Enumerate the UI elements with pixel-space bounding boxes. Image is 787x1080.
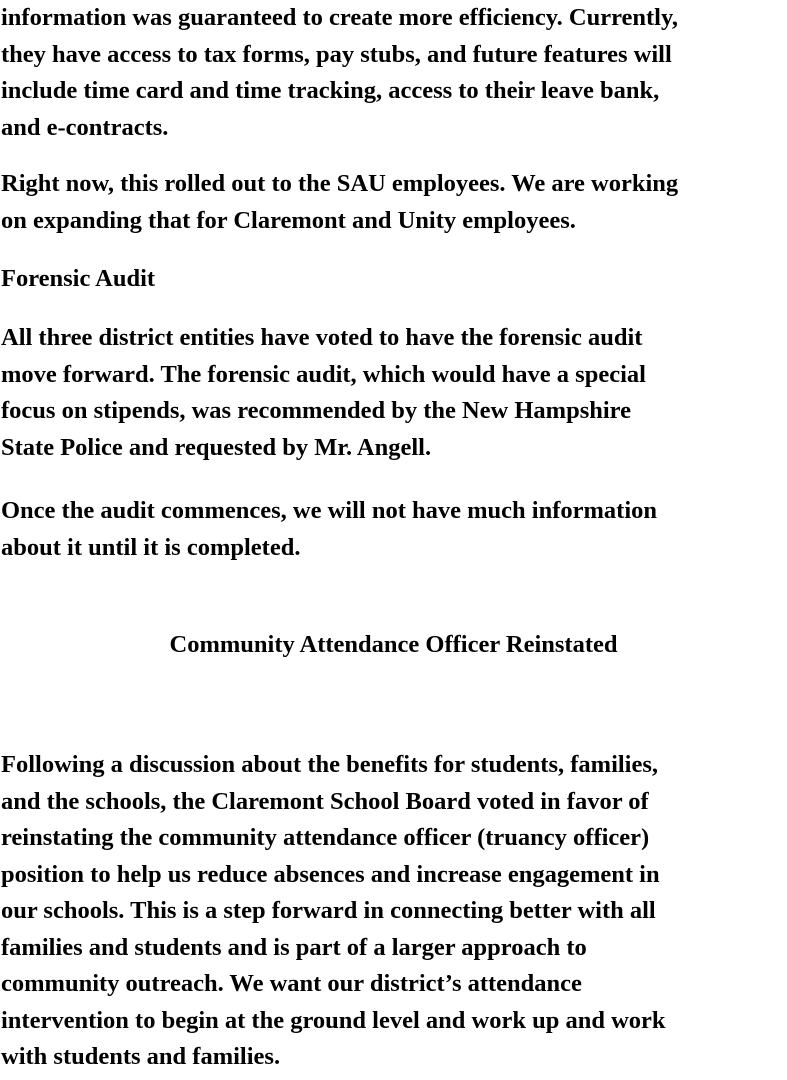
text-line: and e-contracts.: [1, 113, 169, 141]
text-line: families and students and is part of a larger approach to: [1, 933, 587, 961]
heading-text: Community Attendance Officer Reinstated: [169, 631, 618, 658]
text-line: they have access to tax forms, pay stubs, and future features will: [1, 40, 672, 68]
paragraph-rollout: [1, 166, 787, 239]
heading-text: Forensic Audit: [1, 265, 156, 292]
text-line: State Police and requested by Mr. Angell.: [1, 433, 432, 461]
paragraph-forensic-audit: [1, 320, 787, 466]
text-line: Right now, this rolled out to the SAU employees. We are working: [1, 170, 679, 197]
text-line: community outreach. We want our district’s attendance: [1, 970, 582, 997]
text-line: include time card and time tracking, access to their leave bank,: [1, 77, 660, 104]
paragraph-audit-commences: [1, 493, 787, 566]
paragraph-attendance-officer: [1, 747, 787, 1076]
section-heading-attendance-officer: [0, 627, 787, 664]
text-line: on expanding that for Claremont and Unity employees.: [1, 206, 576, 234]
text-line: intervention to begin at the ground level and work up and work: [1, 1006, 666, 1034]
text-line: Once the audit commences, we will not have much information: [1, 497, 657, 524]
text-line: our schools. This is a step forward in connecting better with all: [1, 897, 656, 924]
text-line: and the schools, the Claremont School Board voted in favor of: [1, 787, 649, 815]
paragraph-efficiency: [1, 0, 787, 146]
text-line: focus on stipends, was recommended by the New Hampshire: [1, 397, 631, 424]
text-line: Following a discussion about the benefits for students, families,: [1, 751, 659, 778]
section-heading-forensic-audit: [1, 261, 787, 298]
text-line: with students and families.: [1, 1043, 281, 1070]
text-line: about it until it is completed.: [1, 533, 301, 561]
text-line: move forward. The forensic audit, which would have a special: [1, 360, 646, 388]
text-line: position to help us reduce absences and increase engagement in: [1, 860, 660, 888]
text-line: All three district entities have voted to have the forensic audit: [1, 324, 643, 351]
text-line: reinstating the community attendance officer (truancy officer): [1, 824, 650, 851]
text-line: information was guaranteed to create more efficiency. Currently,: [1, 4, 679, 31]
